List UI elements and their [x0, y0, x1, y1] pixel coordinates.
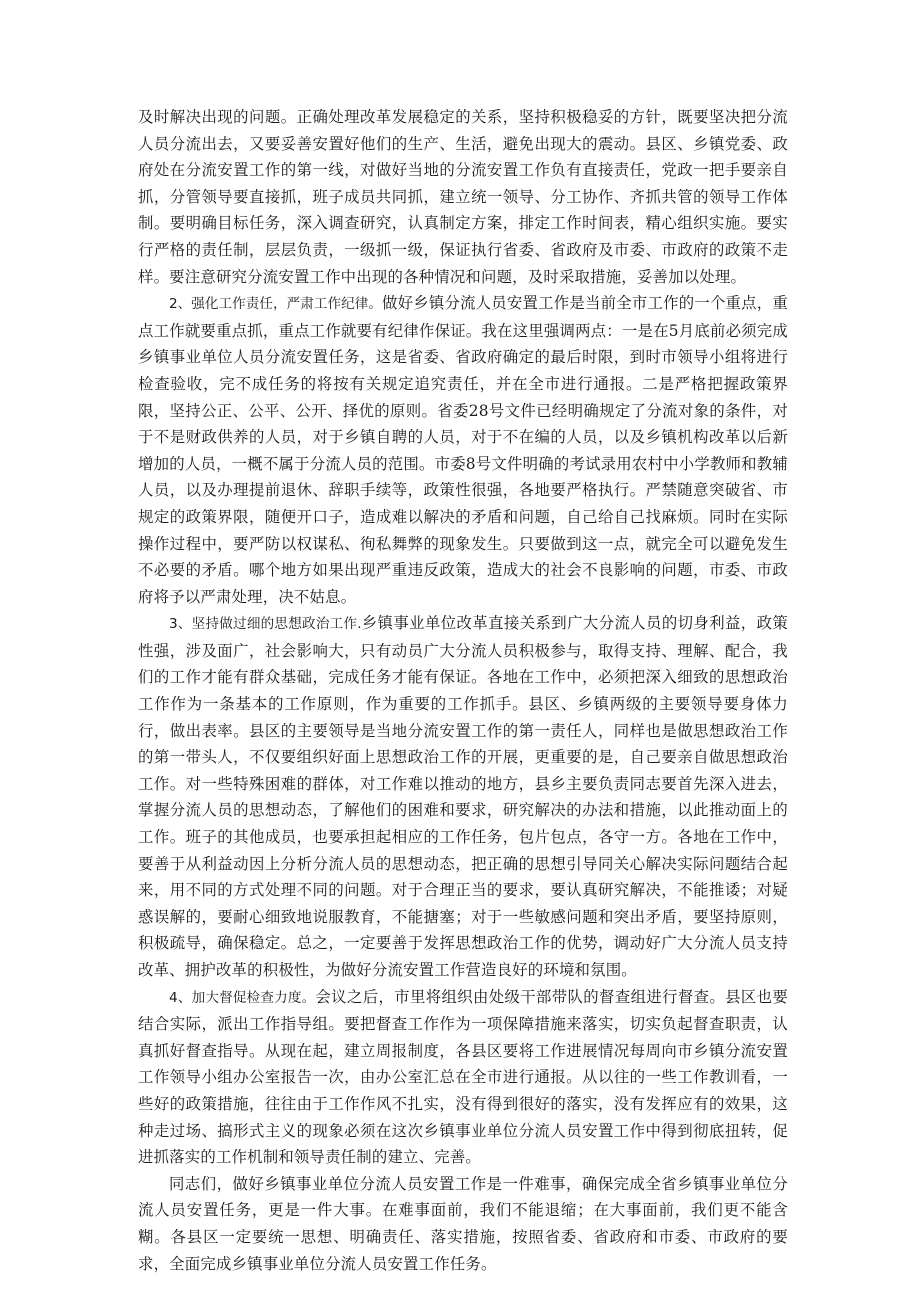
paragraph-closing — [138, 1171, 788, 1277]
paragraph-text: 做好乡镇分流人员安置工作是当前全市工作的一个重点，重点工作就要重点抓，重点工作就要有纪律作保证。我在这里强调两点：一是在5月底前必须完成乡镇事业单位人员分流安置任务，这是省委、省政府确定的最后时限，到时市领导小组将进行检查验收，完不成任务的将按有关规定追究责任，并在全市进行通报。二是严格把握政策界限，坚持公正、公平、公开、择优的原则。省委28号文件已经明确规定了分流对象的条件，对于不是财政供养的人员，对于乡镇自聘的人员，对于不在编的人员，以及乡镇机构改革以后新增加的人员，一概不属于分流人员的范围。市委8号文件明确的考试录用农村中小学教师和教辅人员，以及办理提前退休、辞职手续等，政策性很强，各地要严格执行。严禁随意突破省、市规定的政策界限，随便开口子，造成难以解决的矛盾和问题，自己给自己找麻烦。同时在实际操作过程中，要严防以权谋私、徇私舞弊的现象发生。只要做到这一点，就完全可以避免发生不必要的矛盾。哪个地方如果出现严重违反政策，造成大的社会不良影响的问题，市委、市政府将予以严肃处理，决不姑息。 — [138, 294, 788, 606]
paragraph-section-3 — [138, 610, 788, 983]
paragraph-text: 会议之后，市里将组织由处级干部带队的督查组进行督查。县区也要结合实际，派出工作指导组。要把督查工作作为一项保障措施来落实，切实负起督查职责，认真抓好督查指导。从现在起，建立周报制度，各县区要将工作进展情况每周向市乡镇分流安置工作领导小组办公室报告一次，由办公室汇总在全市进行通报。从以往的一些工作教训看，一些好的政策措施，往往由于工作作风不扎实，没有得到很好的落实，没有发挥应有的效果，这种走过场、搞形式主义的现象必须在这次乡镇事业单位分流人员安置工作中得到彻底扭转，促进抓落实的工作机制和领导责任制的建立、完善。 — [138, 987, 788, 1167]
section-heading: 2、强化工作责任，严肃工作纪律。 — [169, 296, 382, 313]
paragraph-text: 及时解决出现的问题。正确处理改革发展稳定的关系，坚持积极稳妥的方针，既要坚决把分流人员分流出去，又要妥善安置好他们的生产、生活，避免出现大的震动。县区、乡镇党委、政府处在分流安置工作的第一线，对做好当地的分流安置工作负有直接责任，党政一把手要亲自抓，分管领导要直接抓，班子成员共同抓，建立统一领导、分工协作、齐抓共管的领导工作体制。要明确目标任务，深入调查研究，认真制定方案，排定工作时间表，精心组织实施。要实行严格的责任制，层层负责，一级抓一级，保证执行省委、省政府及市委、市政府的政策不走样。要注意研究分流安置工作中出现的各种情况和问题，及时采取措施，妥善加以处理。 — [138, 108, 788, 286]
paragraph-text: 乡镇事业单位改革直接关系到广大分流人员的切身利益，政策性强，涉及面广，社会影响大，只有动员广大分流人员积极参与，取得支持、理解、配合，我们的工作才能有群众基础，完成任务才能有保证。各地在工作中，必须把深入细致的思想政治工作作为一条基本的工作原则，作为重要的工作抓手。县区、乡镇两级的主要领导要身体力行，做出表率。县区的主要领导是当地分流安置工作的第一责任人，同样也是做思想政治工作的第一带头人，不仅要组织好面上思想政治工作的开展，更重要的是，自己要亲自做思想政治工作。对一些特殊困难的群体，对工作难以推动的地方，县乡主要负责同志要首先深入进去，掌握分流人员的思想动态，了解他们的困难和要求，研究解决的办法和措施，以此推动面上的工作。班子的其他成员，也要承担起相应的工作任务，包片包点，各守一方。各地在工作中，要善于从利益动因上分析分流人员的思想动态，把正确的思想引导同关心解决实际问题结合起来，用不同的方式处理不同的问题。对于合理正当的要求，要认真研究解决，不能推诿；对疑惑误解的，要耐心细致地说服教育，不能搪塞；对于一些敏感问题和突出矛盾，要坚持原则，积极疏导，确保稳定。总之，一定要善于发挥思想政治工作的优势，调动好广大分流人员支持改革、拥护改革的积极性，为做好分流安置工作营造良好的环境和氛围。 — [138, 614, 788, 979]
paragraph-text: 同志们，做好乡镇事业单位分流人员安置工作是一件难事，确保完成全省乡镇事业单位分流人员安置任务，更是一件大事。在难事面前，我们不能退缩；在大事面前，我们更不能含糊。各县区一定要统一思想、明确责任、落实措施，按照省委、省政府和市委、市政府的要求，全面完成乡镇事业单位分流人员安置工作任务。 — [138, 1174, 788, 1273]
paragraph-continuation — [138, 104, 788, 290]
paragraph-section-4 — [138, 984, 788, 1171]
section-heading: 4、加大督促检查力度。 — [169, 989, 316, 1006]
document-page — [138, 104, 788, 1277]
paragraph-section-2 — [138, 290, 788, 610]
section-heading: 3、坚持做过细的思想政治工作. — [169, 616, 362, 633]
